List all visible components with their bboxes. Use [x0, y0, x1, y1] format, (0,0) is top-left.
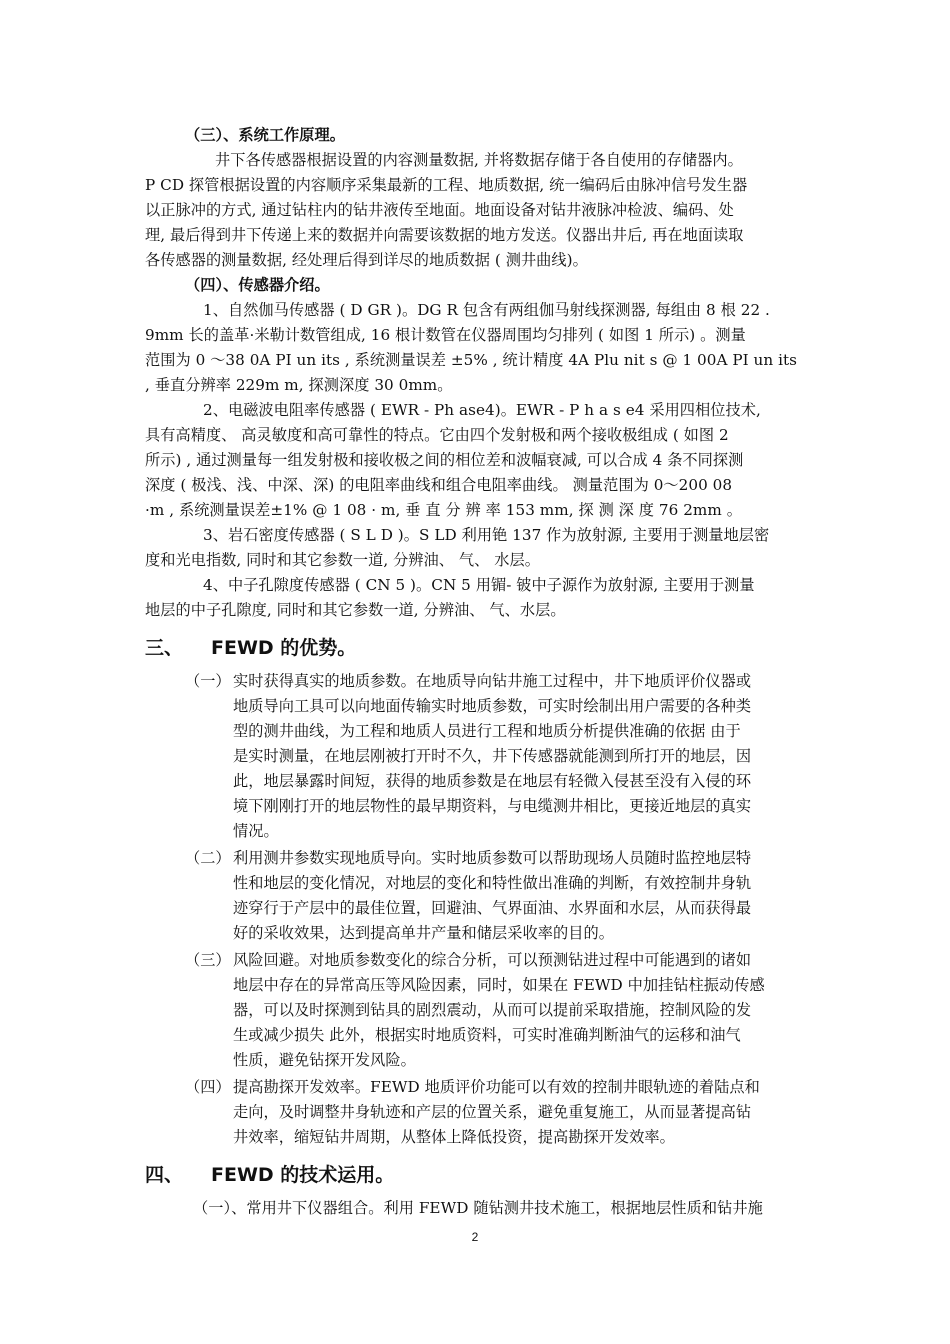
- list-item-line: 走向，及时调整井身轨迹和产层的位置关系，避免重复施工，从而显著提高钻: [233, 1103, 752, 1121]
- list-item-line: 器，可以及时探测到钻具的剧烈震动，从而可以提前采取措施，控制风险的发: [233, 1001, 752, 1019]
- list-item: [145, 846, 810, 946]
- list-item-line: 实时获得真实的地质参数。在地质导向钻井施工过程中，井下地质评价仪器或: [233, 672, 752, 690]
- list-item-line: 性质，避免钻探开发风险。: [233, 1051, 416, 1069]
- list-item: [145, 948, 810, 1073]
- paragraph-line: 理, 最后得到井下传递上来的数据并向需要该数据的地方发送。仪器出井后, 再在地面读取: [145, 226, 744, 244]
- list-item-line: 地层中存在的异常高压等风险因素，同时，如果在 FEWD 中加挂钻柱振动传感: [233, 976, 765, 994]
- heading-number: 四、: [145, 1164, 184, 1186]
- list-item: [145, 1075, 810, 1150]
- list-item-line: 好的采收效果，达到提高单井产量和储层采收率的目的。: [233, 924, 614, 942]
- list-item-line: 提高勘探开发效率。FEWD 地质评价功能可以有效的控制井眼轨迹的着陆点和: [233, 1078, 760, 1096]
- list-item-line: 此，地层暴露时间短，获得的地质参数是在地层有轻微入侵甚至没有入侵的环: [233, 772, 752, 790]
- paragraph-line: 以正脉冲的方式, 通过钻柱内的钻井液传至地面。地面设备对钻井液脉冲检波、编码、处: [145, 201, 734, 219]
- section-title-principle: （三）、系统工作原理。: [185, 126, 346, 144]
- paragraph-line: 2、电磁波电阻率传感器 ( EWR - Ph ase4)。EWR - P h a s e4 采用四相位技术,: [203, 401, 761, 419]
- page-number: 2: [471, 1230, 479, 1244]
- list-item-label: （二）: [185, 849, 231, 867]
- list-item-line: 是实时测量，在地层刚被打开时不久，井下传感器就能测到所打开的地层，因: [233, 747, 752, 765]
- heading-advantages: [145, 631, 810, 665]
- paragraph-line: 1、自然伽马传感器 ( D GR )。DG R 包含有两组伽马射线探测器, 每组由 8 根 22 .: [203, 301, 770, 319]
- paragraph-line: ·m , 系统测量误差±1% @ 1 08 · m, 垂 直 分 辨 率 153 mm, 探 测 深 度 76 2mm 。: [145, 501, 742, 519]
- paragraph-line: 4、中子孔隙度传感器 ( CN 5 )。CN 5 用镅- 铍中子源作为放射源, 主要用于测量: [203, 576, 755, 594]
- paragraph-line: 度和光电指数, 同时和其它参数一道, 分辨油、 气、 水层。: [145, 551, 540, 569]
- list-item-line: 风险回避。对地质参数变化的综合分析，可以预测钻进过程中可能遇到的诸如: [233, 951, 752, 969]
- list-item-line: 生或减少损失 此外，根据实时地质资料，可实时准确判断油气的运移和油气: [233, 1026, 741, 1044]
- list-item-line: 迹穿行于产层中的最佳位置，回避油、气界面油、水界面和水层，从而获得最: [233, 899, 752, 917]
- paragraph-line: 井下各传感器根据设置的内容测量数据, 并将数据存储于各自使用的存储器内。: [215, 151, 743, 169]
- paragraph-line: P CD 探管根据设置的内容顺序采集最新的工程、地质数据, 统一编码后由脉冲信号发生器: [145, 176, 748, 194]
- heading-application: [145, 1158, 810, 1192]
- page-content: [145, 123, 810, 1221]
- paragraph-line: 具有高精度、 高灵敏度和高可靠性的特点。它由四个发射极和两个接收极组成 ( 如图 2: [145, 426, 729, 444]
- paragraph-line: 地层的中子孔隙度, 同时和其它参数一道, 分辨油、 气、水层。: [145, 601, 566, 619]
- list-item-line: 型的测井曲线，为工程和地质人员进行工程和地质分析提供准确的依据 由于: [233, 722, 741, 740]
- section-title-sensors: （四）、传感器介绍。: [185, 276, 330, 294]
- heading-text: FEWD 的技术运用。: [211, 1164, 395, 1186]
- list-item-line: 井效率，缩短钻井周期，从整体上降低投资，提高勘探开发效率。: [233, 1128, 675, 1146]
- list-item-line: 利用测井参数实现地质导向。实时地质参数可以帮助现场人员随时监控地层特: [233, 849, 752, 867]
- list-item-line: 情况。: [233, 822, 279, 840]
- list-item-label: （一）: [185, 672, 231, 690]
- heading-text: FEWD 的优势。: [211, 637, 357, 659]
- list-item-label: （四）: [185, 1078, 231, 1096]
- list-item-label: （三）: [185, 951, 231, 969]
- list-item-line: 地质导向工具可以向地面传输实时地质参数，可实时绘制出用户需要的各种类: [233, 697, 752, 715]
- paragraph-line: 所示) , 通过测量每一组发射极和接收极之间的相位差和波幅衰减, 可以合成 4 条不同探测: [145, 451, 744, 469]
- paragraph-line: 范围为 0 ～38 0A PI un its , 系统测量误差 ±5% , 统计精度 4A Plu nit s @ 1 00A PI un its: [145, 351, 797, 369]
- list-item: [145, 669, 810, 844]
- list-item-line: 境下刚刚打开的地层物性的最早期资料，与电缆测井相比，更接近地层的真实: [233, 797, 752, 815]
- paragraph-line: 各传感器的测量数据, 经处理后得到详尽的地质数据 ( 测井曲线)。: [145, 251, 588, 269]
- paragraph-line: （一）、常用井下仪器组合。利用 FEWD 随钻测井技术施工，根据地层性质和钻井施: [193, 1199, 763, 1217]
- paragraph-line: 深度 ( 极浅、浅、中深、深) 的电阻率曲线和组合电阻率曲线。 测量范围为 0～200 08: [145, 476, 733, 494]
- paragraph-line: 3、岩石密度传感器 ( S L D )。S LD 利用铯 137 作为放射源, 主要用于测量地层密: [203, 526, 770, 544]
- heading-number: 三、: [145, 637, 184, 659]
- paragraph-line: 9mm 长的盖革·米勒计数管组成, 16 根计数管在仪器周围均匀排列 ( 如图 1 所示) 。测量: [145, 326, 746, 344]
- paragraph-line: , 垂直分辨率 229m m, 探测深度 30 0mm。: [145, 376, 453, 394]
- list-item-line: 性和地层的变化情况，对地层的变化和特性做出准确的判断，有效控制井身轨: [233, 874, 752, 892]
